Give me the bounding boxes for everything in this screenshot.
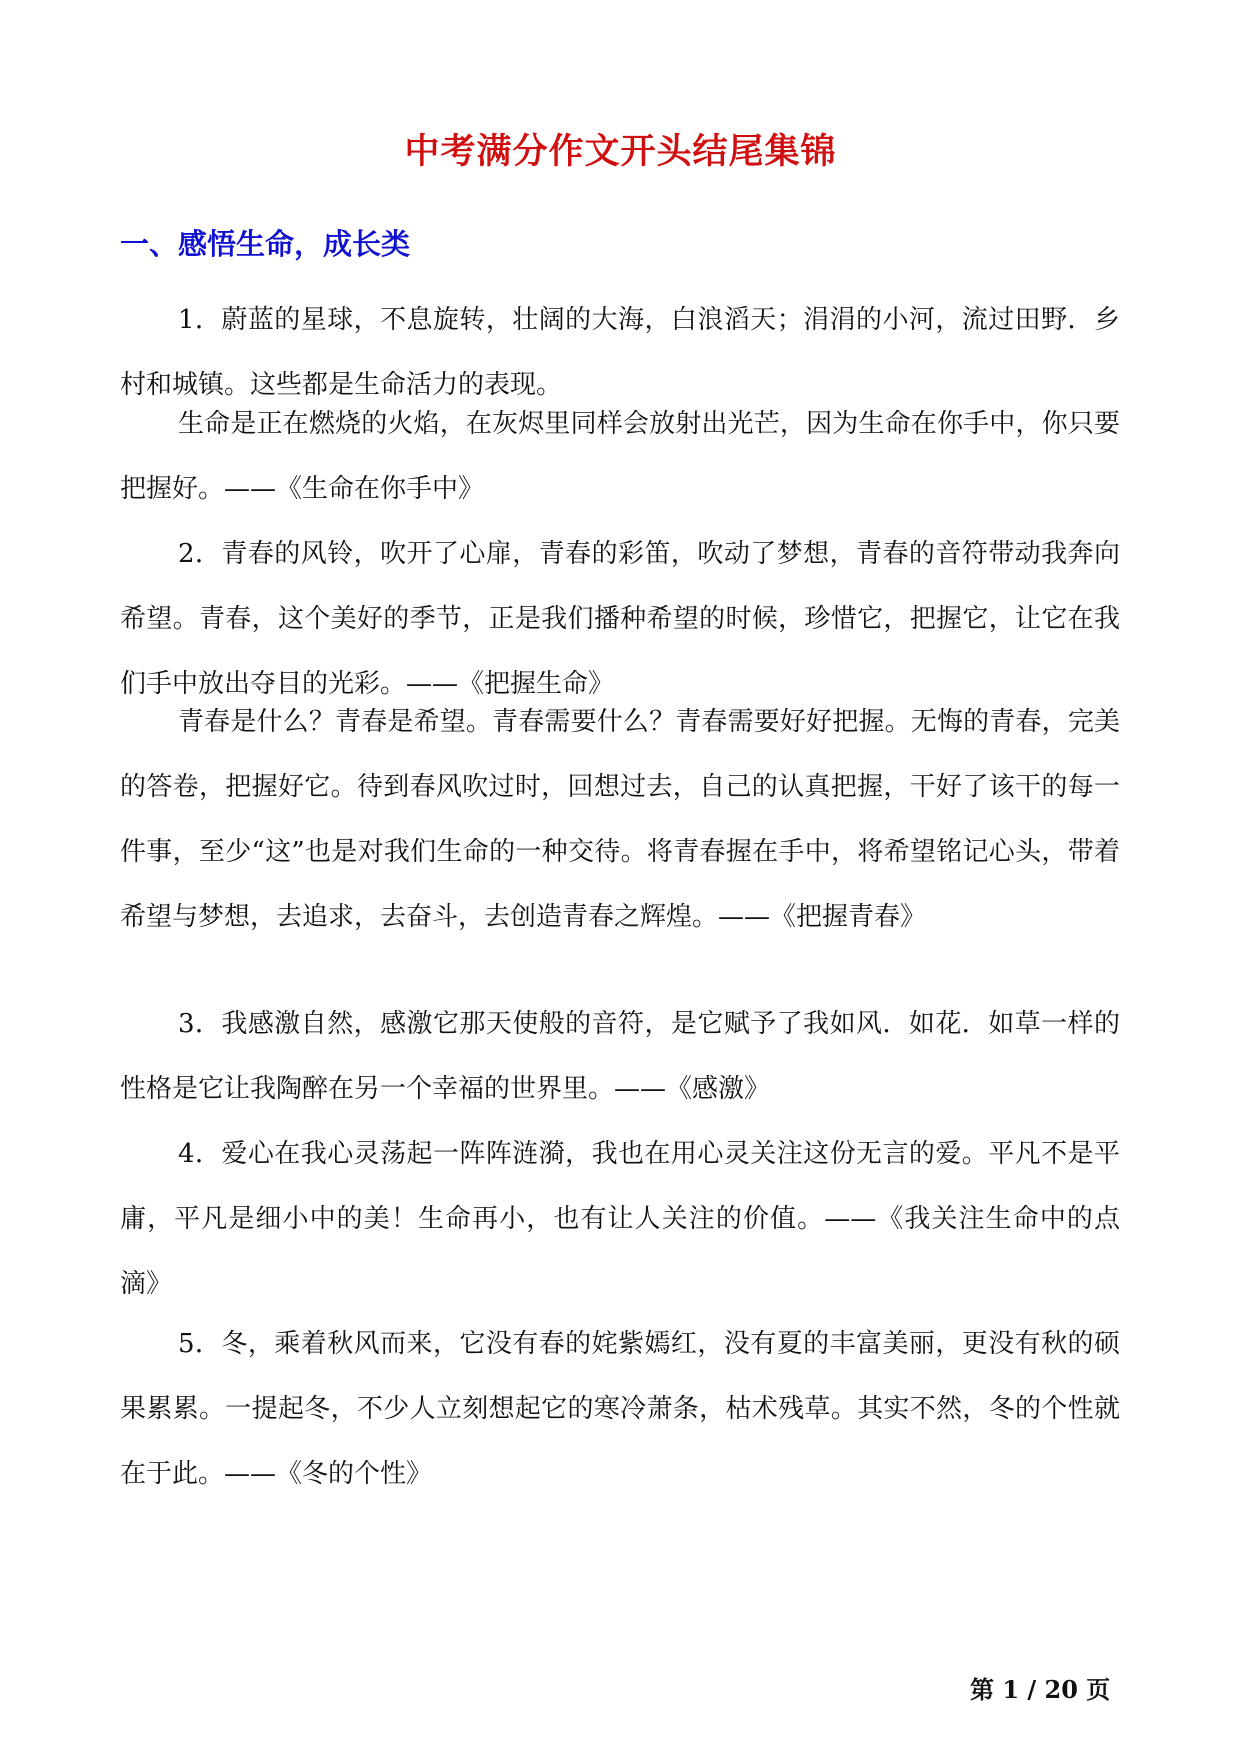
paragraph-6: 4．爱心在我心灵荡起一阵阵涟漪，我也在用心灵关注这份无言的爱。平凡不是平庸，平凡是细小中的美！生命再小，也有让人关注的价值。——《我关注生命中的点滴》: [120, 1139, 1120, 1299]
document-title: 中考满分作文开头结尾集锦: [404, 131, 837, 172]
page-number: 第 1 / 20 页: [970, 1675, 1111, 1704]
paragraph-5: 3．我感激自然，感激它那天使般的音符，是它赋予了我如风．如花．如草一样的性格是它让我陶醉在另一个幸福的世界里。——《感激》: [120, 1009, 1120, 1104]
paragraph-2: 生命是正在燃烧的火焰，在灰烬里同样会放射出光芒，因为生命在你手中，你只要把握好。——《生命在你手中》: [120, 409, 1120, 504]
section-heading: 一、感悟生命，成长类: [120, 227, 411, 261]
paragraph-3: 2．青春的风铃，吹开了心扉，青春的彩笛，吹动了梦想，青春的音符带动我奔向希望。青春，这个美好的季节，正是我们播种希望的时候，珍惜它，把握它，让它在我们手中放出夺目的光彩。——《把握生命》: [120, 539, 1120, 699]
paragraph-4: 青春是什么？青春是希望。青春需要什么？青春需要好好把握。无悔的青春，完美的答卷，把握好它。待到春风吹过时，回想过去，自己的认真把握，干好了该干的每一件事，至少“这”也是对我们生命的一种交待。将青春握在手中，将希望铭记心头，带着希望与梦想，去追求，去奋斗，去创造青春之辉煌。——《把握青春》: [120, 707, 1120, 932]
paragraph-1: 1．蔚蓝的星球，不息旋转，壮阔的大海，白浪滔天；涓涓的小河，流过田野．乡村和城镇。这些都是生命活力的表现。: [120, 305, 1120, 400]
paragraph-7: 5．冬，乘着秋风而来，它没有春的姹紫嫣红，没有夏的丰富美丽，更没有秋的硕果累累。一提起冬，不少人立刻想起它的寒冷萧条，枯术残草。其实不然，冬的个性就在于此。——《冬的个性》: [120, 1329, 1120, 1489]
